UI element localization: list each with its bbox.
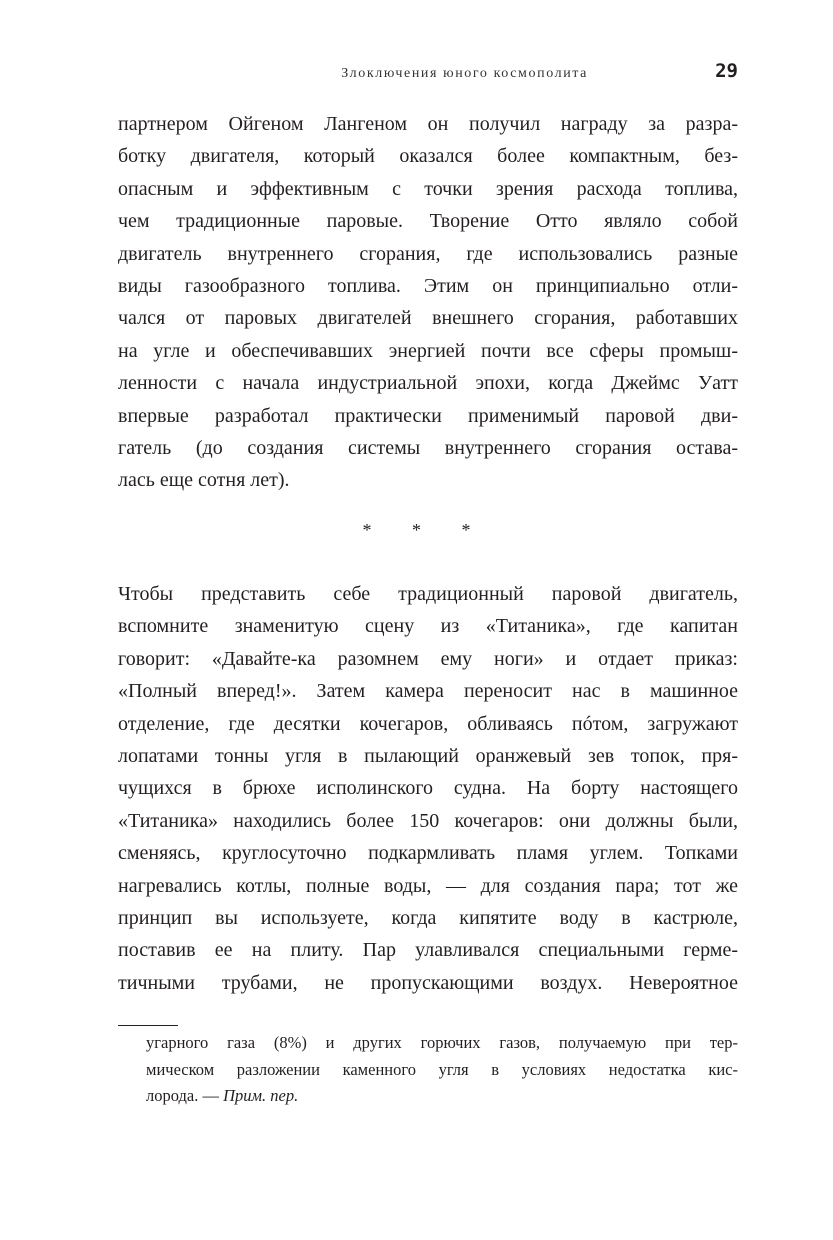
text-line: опасным и эффективным с точки зрения расхода топлива,: [118, 177, 738, 200]
text-line: чем традиционные паровые. Творение Отто являло собой: [118, 210, 738, 233]
footnote-rule: [118, 1025, 178, 1026]
text-line: виды газообразного топлива. Этим он принципиально отли-: [118, 274, 738, 297]
text-line: сменяясь, круглосуточно подкармливать пламя углем. Топками: [118, 842, 738, 865]
text-line: гатель (до создания системы внутреннего сгорания остава-: [118, 436, 738, 459]
running-title: Злоключения юного космополита: [341, 66, 588, 81]
text-line: отделение, где десятки кочегаров, обливаясь пóтом, загружают: [118, 712, 738, 735]
text-line: партнером Ойгеном Лангеном он получил награду за разра-: [118, 113, 738, 135]
footnote-line: угарного газа (8%) и других горючих газов, получаемую при тер-: [146, 1033, 738, 1052]
running-head: [118, 62, 738, 86]
paragraph-1: [118, 108, 738, 497]
footnote-text: лорода. —: [146, 1086, 224, 1105]
footnote-line: мическом разложении каменного угля в условиях недостатка кис-: [146, 1059, 738, 1079]
text-line: ленности с начала индустриальной эпохи, когда Джеймс Уатт: [118, 372, 738, 395]
text-line: на угле и обеспечивавших энергией почти все сферы промыш-: [118, 339, 738, 362]
text-line: Чтобы представить себе традиционный паровой двигатель,: [118, 583, 738, 605]
text-line: «Титаника» находились более 150 кочегаров: они должны были,: [118, 809, 738, 832]
paragraph-2: [118, 578, 738, 999]
text-line: чался от паровых двигателей внешнего сгорания, работавших: [118, 307, 738, 330]
page-number: 29: [715, 60, 738, 82]
text-line: лась еще сотня лет).: [118, 469, 290, 492]
text-line: ботку двигателя, который оказался более компактным, без-: [118, 145, 738, 168]
text-line: чущихся в брюхе исполинского судна. На борту настоящего: [118, 777, 738, 800]
translator-note: Прим. пер.: [223, 1086, 299, 1105]
footnote-last-line: [146, 1083, 738, 1110]
text-line: вспомните знаменитую сцену из «Титаника», где капитан: [118, 615, 738, 638]
text-line: тичными трубами, не пропускающими воздух. Невероятное: [118, 971, 738, 994]
section-separator: * * *: [362, 520, 489, 540]
text-line: двигатель внутреннего сгорания, где использовались разные: [118, 242, 738, 265]
text-line: впервые разработал практически применимый паровой дви-: [118, 404, 738, 427]
text-line: нагревались котлы, полные воды, — для создания пара; тот же: [118, 874, 738, 897]
footnote: [146, 1030, 738, 1110]
text-line: поставив ее на плиту. Пар улавливался специальными герме-: [118, 939, 738, 962]
text-line: говорит: «Давайте-ка разомнем ему ноги» и отдает приказ:: [118, 647, 738, 670]
text-line: «Полный вперед!». Затем камера переносит нас в машинное: [118, 680, 738, 703]
text-line: принцип вы используете, когда кипятите воду в кастрюле,: [118, 906, 738, 929]
text-line: лопатами тонны угля в пылающий оранжевый зев топок, пря-: [118, 744, 738, 767]
